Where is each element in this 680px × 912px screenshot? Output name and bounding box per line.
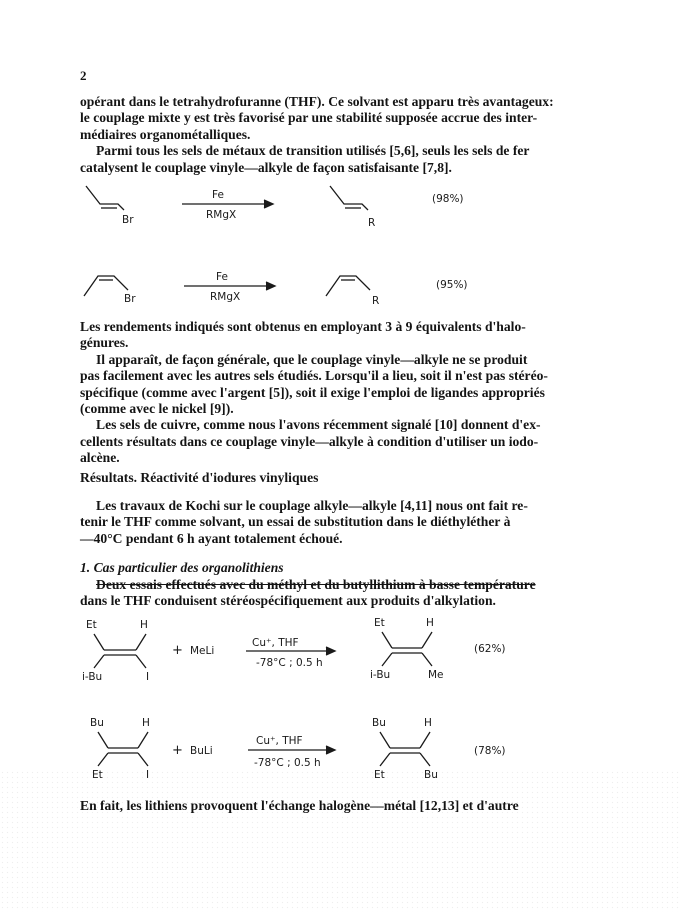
text-line: Les sels de cuivre, comme nous l'avons récemment signalé [10] donnent d'ex- [96, 417, 541, 433]
bond [422, 632, 432, 648]
reagent-bottom: RMgX [210, 291, 241, 303]
bond [94, 655, 104, 668]
bond [136, 634, 146, 650]
yields-paragraph [80, 319, 600, 467]
scan-noise [0, 770, 680, 912]
text-line: médiaires organométalliques. [80, 126, 251, 142]
bond [380, 753, 390, 766]
closing-paragraph [80, 798, 600, 814]
substituent: H [424, 717, 432, 729]
bond [138, 753, 148, 766]
reaction-scheme-2 [0, 262, 680, 312]
substituent: Et [374, 769, 385, 781]
product-bond [326, 276, 370, 296]
substituent: Et [86, 619, 97, 631]
subsection-heading: 1. Cas particulier des organolithiens [80, 560, 284, 575]
product-bond [330, 186, 368, 210]
substituent: H [426, 617, 434, 629]
text-line: opérant dans le tetrahydrofuranne (THF). Ce solvant est apparu très avantageux: [80, 94, 554, 109]
intro-paragraph [80, 94, 600, 176]
reaction-scheme-1 [0, 178, 680, 238]
reactant-substituent: Br [122, 214, 134, 226]
substituent: i-Bu [370, 669, 391, 681]
bond [422, 653, 432, 666]
arrow-head [266, 282, 275, 290]
product-substituent: R [372, 295, 380, 307]
text-line: génures. [80, 335, 129, 351]
substituent: Et [374, 617, 385, 629]
bond [98, 753, 108, 766]
arrow-head [326, 647, 335, 655]
plus-sign: + [172, 743, 183, 758]
reagent-top: Fe [212, 189, 224, 201]
condition-top: Cu⁺, THF [256, 735, 303, 747]
text-line: Il apparaît, de façon générale, que le couplage vinyle—alkyle ne se produit [96, 351, 528, 367]
substituent: Bu [424, 769, 438, 781]
reagent-bottom: RMgX [206, 209, 237, 221]
text-line: tenir le THF comme solvant, un essai de substitution dans le diéthyléther à [80, 514, 511, 530]
bond [94, 634, 104, 650]
reagent-top: Fe [216, 271, 228, 283]
bond [380, 732, 390, 748]
condition-bottom: -78°C ; 0.5 h [254, 757, 321, 769]
yield: (62%) [474, 643, 506, 655]
text-line: En fait, les lithiens provoquent l'échange halogène—métal [12,13] et d'autre [80, 798, 519, 813]
substituent: I [146, 769, 150, 781]
substituent: Me [428, 669, 444, 681]
section-heading: Résultats. Réactivité d'iodures vinyliques [80, 470, 319, 485]
page-number: 2 [80, 68, 87, 83]
reactant-substituent: Br [124, 293, 136, 305]
substituent: Bu [90, 717, 104, 729]
substituent: I [146, 671, 150, 683]
reaction-scheme-4 [0, 714, 680, 784]
bond [138, 732, 148, 748]
bond [98, 732, 108, 748]
text-line: (comme avec le nickel [9]). [80, 401, 234, 417]
text-line: le couplage mixte y est très favorisé par une stabilité supposée accrue des inter- [80, 110, 538, 126]
text-line: catalysent le couplage vinyle—alkyle de façon satisfaisante [7,8]. [80, 159, 452, 175]
substituent: i-Bu [82, 671, 103, 683]
bond [420, 732, 430, 748]
yield: (78%) [474, 745, 506, 757]
organolithium-paragraph [80, 577, 600, 610]
substituent: H [142, 717, 150, 729]
yield: (98%) [432, 193, 464, 205]
yield: (95%) [436, 279, 468, 291]
bond [136, 655, 146, 668]
substituent: H [140, 619, 148, 631]
reaction-scheme-3 [0, 616, 680, 688]
condition-bottom: -78°C ; 0.5 h [256, 657, 323, 669]
product-substituent: R [368, 217, 376, 229]
text-line: alcène. [80, 450, 120, 466]
arrow-head [264, 200, 273, 208]
arrow-head [326, 746, 335, 754]
text-line: Parmi tous les sels de métaux de transition utilisés [5,6], seuls les sels de fer [96, 143, 530, 159]
text-line: cellents résultats dans ce couplage vinyle—alkyle à condition d'utiliser un iodo- [80, 433, 539, 449]
bond [382, 632, 392, 648]
reactant-bond [86, 186, 124, 210]
bond [382, 653, 392, 666]
condition-top: Cu⁺, THF [252, 637, 299, 649]
text-line: Les rendements indiqués sont obtenus en employant 3 à 9 équivalents d'halo- [80, 319, 526, 334]
reagent: MeLi [190, 645, 215, 657]
plus-sign: + [172, 643, 183, 658]
substituent: Bu [372, 717, 386, 729]
kochi-paragraph [80, 498, 600, 547]
text-line: Deux essais effectués avec du méthyl et du butyllithium à basse température [96, 577, 536, 592]
reactant-bond [84, 276, 128, 296]
reagent: BuLi [190, 745, 213, 757]
text-line: Les travaux de Kochi sur le couplage alkyle—alkyle [4,11] nous ont fait re- [96, 498, 528, 513]
bond [420, 753, 430, 766]
text-line: —40°C pendant 6 h ayant totalement échoué. [80, 530, 343, 546]
text-line: spécifique (comme avec l'argent [5]), soit il exige l'emploi de ligandes appropriés [80, 384, 545, 400]
text-line: pas facilement avec les autres sels étudiés. Lorsqu'il a lieu, soit il n'est pas stéréo- [80, 368, 548, 384]
text-line: dans le THF conduisent stéréospécifiquement aux produits d'alkylation. [80, 593, 496, 609]
substituent: Et [92, 769, 103, 781]
